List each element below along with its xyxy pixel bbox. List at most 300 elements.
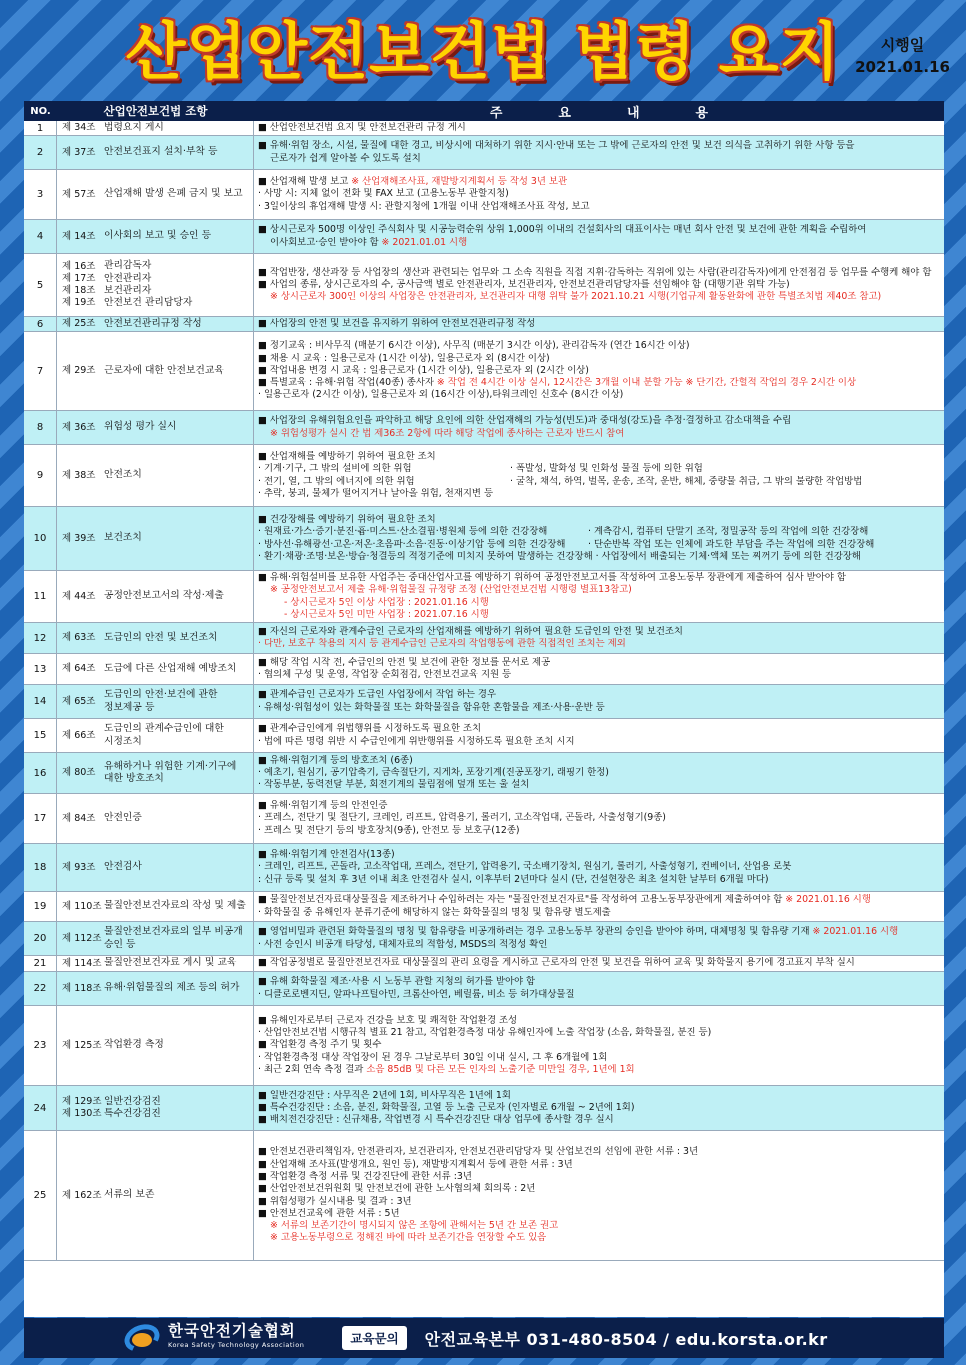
article-number xyxy=(57,844,102,891)
content-text: · 산업안전보건법 시행규칙 별표 21 참고, 작업환경측정 대상 유해인자에 노출 작업장 (소음, 화학물질, 분진 등) xyxy=(258,1027,712,1039)
content-text: ■ 정기교육 : 비사무직 (매분기 6시간 이상), 사무직 (매분기 3시간 이상), 관리감독자 (연간 16시간 이상) xyxy=(258,340,690,352)
content-line: · 굴착, 채석, 하역, 벌목, 운송, 조작, 운반, 해체, 중량물 취급, 그 밖의 불량한 작업방법 xyxy=(510,475,863,487)
article-title-line: 승인 등 xyxy=(104,938,136,950)
article-title xyxy=(102,1131,254,1260)
article-number xyxy=(57,892,102,921)
article-title-line: 도급인의 관계수급인에 대한 xyxy=(104,723,224,735)
article-label: 제 14조 xyxy=(62,230,96,242)
content-line xyxy=(258,1159,940,1171)
content-line xyxy=(258,939,940,951)
content-text: · 추락, 붕괴, 물체가 떨어지거나 날아올 위험, 천재지변 등 xyxy=(258,487,493,499)
article-label: 제 84조 xyxy=(62,812,96,824)
content-line xyxy=(258,800,940,812)
content-text: ■ 유해·위험기계 등의 안전인증 xyxy=(258,800,388,812)
row-number: 19 xyxy=(24,892,57,921)
table-row xyxy=(24,1086,944,1131)
main-content xyxy=(254,332,944,410)
content-line xyxy=(258,365,940,377)
main-content xyxy=(254,623,944,653)
article-title xyxy=(102,623,254,653)
table-row xyxy=(24,220,944,254)
contact-info: 안전교육본부 031-480-8504 / edu.korsta.or.kr xyxy=(424,1329,828,1349)
article-title xyxy=(102,571,254,622)
article-title xyxy=(102,136,254,169)
article-title-line: 안전보건관리규정 작성 xyxy=(104,317,202,329)
table-row xyxy=(24,1006,944,1086)
content-text: ■ 영업비밀과 관련된 화학물질의 명칭 및 함유량을 비공개하려는 경우 고용노동부 장관의 승인을 받아야 하며, 대체명칭 및 함유량 기재 xyxy=(258,926,810,938)
article-title xyxy=(102,332,254,410)
content-note: ※ 2021.01.01 시행 xyxy=(381,236,468,248)
content-line xyxy=(258,584,940,596)
content-note: ※ 상시근로자 300인 이상의 사업장은 안전관리자, 보건관리자 대행 위탁 불가 2021.10.21 시행(기업규제 활동완화에 관한 특별조치법 제40조 참고) xyxy=(270,291,882,303)
content-line xyxy=(258,1090,940,1102)
article-title-line: 일반건강검진 xyxy=(104,1095,161,1107)
article-number xyxy=(57,1006,102,1085)
content-line xyxy=(258,894,940,906)
content-line: · 원재료·가스·증기·분진·흄·미스트·산소결핍·병원체 등에 의한 건강장해 xyxy=(258,526,548,538)
main-content xyxy=(254,972,944,1005)
content-line xyxy=(258,377,940,389)
table-row xyxy=(24,956,944,972)
article-label: 제 114조 xyxy=(62,957,102,969)
article-title xyxy=(102,753,254,793)
article-label: 제 125조 xyxy=(62,1039,102,1051)
article-title xyxy=(102,972,254,1005)
article-label: 제 36조 xyxy=(62,421,96,433)
content-line: · 방사선·유해광선·고온·저온·초음파·소음·진동·이상기압 등에 의한 건강장해 xyxy=(258,538,566,550)
content-line xyxy=(258,1039,940,1051)
article-number xyxy=(57,794,102,843)
content-text: ■ 채용 시 교육 : 일용근로자 (1시간 이상), 일용근로자 외 (8시간 이상) xyxy=(258,352,550,364)
table-row xyxy=(24,411,944,445)
content-line: · 기계·기구, 그 밖의 설비에 의한 위험 xyxy=(258,463,412,475)
article-title-line: 안전관리자 xyxy=(104,272,152,284)
row-number: 21 xyxy=(24,956,57,971)
content-note: ※ 서류의 보존기간이 명시되지 않은 조항에 관해서는 5년 간 보존 권고 xyxy=(270,1220,559,1232)
article-label: 제 63조 xyxy=(62,632,96,643)
row-number: 14 xyxy=(24,685,57,718)
content-line-pair xyxy=(258,476,940,488)
table-row xyxy=(24,507,944,571)
article-title xyxy=(102,254,254,316)
content-text: · 크레인, 리프트, 곤돌라, 고소작업대, 프레스, 전단기, 압력용기, 국소배기장치, 원심기, 롤러기, 사출성형기, 컨베이너, 산업용 로봇 xyxy=(258,861,792,873)
effective-date xyxy=(855,34,950,78)
table-row xyxy=(24,1131,944,1261)
content-text: ■ 유해인자로부터 근로자 건강을 보호 및 쾌적한 작업환경 조성 xyxy=(258,1014,518,1026)
content-line xyxy=(258,267,940,279)
content-line-pair xyxy=(258,463,940,475)
content-text: ■ 산업재해를 예방하기 위하여 필요한 조치 xyxy=(258,450,436,462)
content-text: ■ 안전보건관리책임자, 안전관리자, 보건관리자, 안전보건관리담당자 및 산업보건의 선임에 관한 서류 : 3년 xyxy=(258,1146,699,1158)
article-label: 제 65조 xyxy=(62,695,96,707)
row-number: 12 xyxy=(24,623,57,653)
content-text: ■ 산업안전보건법 요지 및 안전보건관리 규정 게시 xyxy=(258,122,466,133)
content-line xyxy=(258,1027,940,1039)
content-line xyxy=(258,415,940,427)
content-line xyxy=(258,1015,940,1027)
content-line-pair xyxy=(258,539,940,551)
article-number xyxy=(57,1131,102,1260)
row-number: 5 xyxy=(24,254,57,316)
effective-label: 시행일 xyxy=(880,36,925,54)
article-label: 제 29조 xyxy=(62,365,96,376)
article-title xyxy=(102,794,254,843)
article-label: 제 162조 xyxy=(62,1189,102,1201)
article-number xyxy=(57,719,102,752)
table-row xyxy=(24,794,944,844)
content-line xyxy=(258,140,940,152)
main-content xyxy=(254,571,944,622)
table-body xyxy=(24,121,944,1261)
article-label: 제 16조 xyxy=(62,261,96,272)
table-row xyxy=(24,623,944,654)
content-line xyxy=(258,849,940,861)
article-title-line: 관리감독자 xyxy=(104,260,152,272)
article-title-line: 법령요지 게시 xyxy=(104,121,164,133)
content-line xyxy=(258,318,940,330)
content-text: · 디클로로벤지딘, 알파나프틸아민, 크롬산아연, 베릴륨, 비소 등 허가대상물질 xyxy=(258,988,575,1000)
content-line xyxy=(258,767,940,779)
content-note: ※ 작업 전 4시간 이상 실시, 12시간은 3개월 이내 분할 가능 ※ 단기간, 간헐적 작업의 경우 2시간 이상 xyxy=(436,377,857,389)
main-content xyxy=(254,1131,944,1260)
content-text: ■ 관계수급인 근로자가 도급인 사업장에서 작업 하는 경우 xyxy=(258,689,497,701)
header-main: 주요내용 xyxy=(489,105,765,121)
content-text: · 프레스, 전단기 및 절단기, 크레인, 리프트, 압력용기, 롤러기, 고소작업대, 곤돌라, 사출성형기(9종) xyxy=(258,812,666,824)
article-number xyxy=(57,220,102,253)
article-label: 제 110조 xyxy=(62,900,102,912)
article-title xyxy=(102,507,254,570)
content-line xyxy=(258,1232,940,1244)
content-line xyxy=(258,353,940,365)
footer xyxy=(24,1318,944,1358)
content-text: · 프레스 및 전단기 등의 방호장치(9종), 안전모 등 보호구(12종) xyxy=(258,824,520,836)
article-label: 제 37조 xyxy=(62,146,96,158)
article-title xyxy=(102,121,254,135)
content-line xyxy=(258,176,940,188)
article-title-line: 도급인의 안전·보건에 관한 xyxy=(104,689,218,701)
content-note: ※ 위험성평가 실시 간 법 제36조 2항에 따라 해당 작업에 종사하는 근로자 반드시 참여 xyxy=(270,427,625,439)
row-number: 6 xyxy=(24,317,57,331)
article-label: 제 93조 xyxy=(62,861,96,873)
content-text: · 일용근로자 (2시간 이상), 일용근로자 외 (16시간 이상),타워크레인 신호수 (8시간 이상) xyxy=(258,389,624,401)
content-line xyxy=(258,1146,940,1158)
content-line xyxy=(258,861,940,873)
article-title xyxy=(102,719,254,752)
article-label: 제 57조 xyxy=(62,188,96,200)
content-text: ■ 해당 작업 시작 전, 수급인의 안전 및 보건에 관한 정보를 문서로 제공 xyxy=(258,656,551,668)
article-title-line: 안전검사 xyxy=(104,861,142,873)
main-content xyxy=(254,719,944,752)
content-line xyxy=(258,340,940,352)
table-row xyxy=(24,136,944,170)
row-number: 24 xyxy=(24,1086,57,1130)
content-line xyxy=(258,957,940,969)
article-number xyxy=(57,685,102,718)
article-title-line: 대한 방호조치 xyxy=(104,773,164,784)
article-number xyxy=(57,411,102,444)
article-number xyxy=(57,170,102,219)
article-title-line: 물질안전보건자료의 작성 및 제출 xyxy=(104,900,246,912)
article-title xyxy=(102,922,254,955)
content-text: · 작동부분, 동력전달 부분, 회전기계의 물림점에 덮개 또는 울 설치 xyxy=(258,779,530,791)
article-label: 제 25조 xyxy=(62,318,96,329)
article-title-line: 안전인증 xyxy=(104,812,142,824)
content-note: · 다만, 보호구 착용의 지시 등 관계수급인 근로자의 작업행동에 관한 직접적인 조치는 제외 xyxy=(258,638,626,649)
title-area xyxy=(0,0,966,96)
article-title-line: 위험성 평가 실시 xyxy=(104,421,177,433)
table-header xyxy=(24,101,944,121)
content-text: ■ 상시근로자 500명 이상인 주식회사 및 시공능력순위 상위 1,000위 이내의 건설회사의 대표이사는 매년 회사 안전 및 보건에 관한 계획을 수립하여 xyxy=(258,224,867,236)
main-content xyxy=(254,1086,944,1130)
association-name-ko: 한국안전기술협회 xyxy=(168,1322,296,1340)
content-line xyxy=(258,669,940,681)
content-line xyxy=(258,597,940,609)
main-content xyxy=(254,121,944,135)
main-content xyxy=(254,753,944,793)
content-text: ■ 안전보건교육에 관한 서류 : 5년 xyxy=(258,1207,400,1219)
content-line xyxy=(258,1064,940,1076)
content-text: ■ 관계수급인에게 위법행위를 시정하도록 필요한 조치 xyxy=(258,723,481,735)
content-text: · 최근 2회 연속 측정 결과 xyxy=(258,1063,364,1075)
article-title xyxy=(102,411,254,444)
article-title xyxy=(102,844,254,891)
content-line xyxy=(258,1220,940,1232)
content-text: ■ 물질안전보건자료대상물질을 제조하거나 수입하려는 자는 "물질안전보건자료"를 작성하여 고용노동부장관에게 제출하여야 함 xyxy=(258,894,783,906)
table-row xyxy=(24,753,944,794)
main-content xyxy=(254,794,944,843)
content-text: · 협의체 구성 및 운영, 작업장 순회점검, 안전보건교육 지원 등 xyxy=(258,669,512,680)
content-line xyxy=(258,224,940,236)
article-title xyxy=(102,654,254,684)
article-number xyxy=(57,121,102,135)
table-row xyxy=(24,445,944,507)
content-text: ■ 작업반장, 생산과장 등 사업장의 생산과 관련되는 업무와 그 소속 직원을 직접 지휘·감독하는 직위에 있는 사람(관리감독자)에게 안전점검 등 업무를 수행케 해야 함 xyxy=(258,266,932,278)
main-content xyxy=(254,411,944,444)
article-number xyxy=(57,753,102,793)
article-title-line: 안전조치 xyxy=(104,469,142,481)
content-text: ■ 건강장해를 예방하기 위하여 필요한 조치 xyxy=(258,513,436,525)
content-text: ■ 배치전건강진단 : 신규채용, 작업변경 시 특수건강진단 대상 업무에 종사할 경우 실시 xyxy=(258,1114,614,1126)
content-line xyxy=(258,702,940,714)
content-text: ■ 산업재해 발생 보고 xyxy=(258,176,349,188)
content-line xyxy=(258,514,940,526)
article-title-line: 이사회의 보고 및 승인 등 xyxy=(104,230,212,242)
content-note: - 상시근로자 5인 미만 사업장 : 2021.07.16 시행 xyxy=(284,608,489,620)
content-line xyxy=(258,723,940,735)
content-text: ■ 유해 화학물질 제조·사용 시 노동부 관할 지청의 허가를 받아야 함 xyxy=(258,976,536,988)
content-line xyxy=(258,779,940,791)
content-line xyxy=(258,1102,940,1114)
content-line xyxy=(258,1196,940,1208)
table-row xyxy=(24,719,944,753)
main-content xyxy=(254,136,944,169)
content-text: ■ 작업공정별로 물질안전보건자료 대상물질의 관리 요령을 게시하고 근로자의 안전 및 보건을 위하여 교육 및 화학물지 용기에 경고표지 부착 실시 xyxy=(258,957,855,969)
content-line xyxy=(258,428,940,440)
content-line xyxy=(258,188,940,200)
article-number xyxy=(57,254,102,316)
content-line: · 전기, 열, 그 밖의 에너지에 의한 위험 xyxy=(258,475,415,487)
content-line xyxy=(258,976,940,988)
content-text: ■ 일반건강진단 : 사무직은 2년에 1회, 비사무직은 1년에 1회 xyxy=(258,1089,511,1101)
header-no: NO. xyxy=(30,105,51,117)
article-title xyxy=(102,445,254,506)
content-line xyxy=(258,1208,940,1220)
main-content xyxy=(254,892,944,921)
article-title xyxy=(102,892,254,921)
table-row xyxy=(24,922,944,956)
content-line xyxy=(258,572,940,584)
content-text: · 사망 시: 지체 없이 전화 및 FAX 보고 (고용노동부 관할지청) xyxy=(258,188,509,200)
article-number xyxy=(57,922,102,955)
content-text: ■ 작업내용 변경 시 교육 : 일용근로자 (1시간 이상), 일용근로자 외 (2시간 이상) xyxy=(258,364,589,376)
content-note: ※ 고용노동부령으로 정해진 바에 따라 보존기간을 연장할 수도 있음 xyxy=(270,1232,547,1244)
content-line xyxy=(258,609,940,621)
content-line xyxy=(258,989,940,1001)
article-label: 제 129조 xyxy=(62,1096,102,1107)
content-line xyxy=(258,1052,940,1064)
content-text: · 예초기, 원심기, 공기압축기, 금속절단기, 지게차, 포장기계(진공포장기, 래핑기 한정) xyxy=(258,766,609,778)
article-title-line: 도급에 다른 산업재해 예방조치 xyxy=(104,662,237,674)
content-line xyxy=(258,201,940,213)
table-row xyxy=(24,317,944,332)
article-title xyxy=(102,220,254,253)
content-note: - 상시근로자 5인 이상 사업장 : 2021.01.16 시행 xyxy=(284,596,489,608)
article-label: 제 112조 xyxy=(62,932,102,944)
main-content xyxy=(254,507,944,570)
page-title: 산업안전보건법 법령 요지 xyxy=(125,15,841,88)
content-text: ■ 특수건강진단 : 소음, 분진, 화학물질, 고열 등 노출 근로자 (인자별로 6개월 ~ 2년에 1회) xyxy=(258,1101,635,1113)
content-line xyxy=(258,812,940,824)
content-text: · 사전 승인시 비공개 타당성, 대체자료의 적합성, MSDS의 적정성 확인 xyxy=(258,938,548,950)
article-number xyxy=(57,623,102,653)
main-content xyxy=(254,220,944,253)
association-name-en: Korea Safety Technology Association xyxy=(168,1341,305,1349)
content-text: ■ 유해·위험 장소, 시설, 물질에 대한 경고, 비상시에 대처하기 위한 지시·안내 또는 그 밖에 근로자의 안전 및 보건 의식을 고취하기 위한 사항 등을 xyxy=(258,140,855,152)
content-line xyxy=(258,689,940,701)
header-law: 산업안전보건법 조항 xyxy=(103,104,208,118)
effective-value: 2021.01.16 xyxy=(855,58,950,76)
content-line: · 폭발성, 발화성 및 인화성 물질 등에 의한 위험 xyxy=(510,463,703,475)
article-title-line: 도급인의 안전 및 보건조치 xyxy=(104,631,218,643)
main-content xyxy=(254,445,944,506)
table-row xyxy=(24,892,944,922)
article-number xyxy=(57,972,102,1005)
inquiry-badge: 교육문의 xyxy=(342,1326,406,1350)
article-number xyxy=(57,956,102,971)
content-text: 근로자가 쉽게 알아볼 수 있도록 설치 xyxy=(270,152,421,164)
row-number: 20 xyxy=(24,922,57,955)
row-number: 4 xyxy=(24,220,57,253)
row-number: 10 xyxy=(24,507,57,570)
content-line xyxy=(258,389,940,401)
content-text: · 유해성·위험성이 있는 화학물질 또는 화학물질을 함유한 혼합물을 제조·사용·운반 등 xyxy=(258,701,605,713)
article-title-line: 근로자에 대한 안전보건교육 xyxy=(104,364,224,376)
content-text: ■ 특별교육 : 유해·위험 작업(40종) 종사자 xyxy=(258,377,434,389)
article-title xyxy=(102,1006,254,1085)
content-note: ※ 산업재해조사표, 재발방지계획서 등 작성 3년 보관 xyxy=(351,176,568,188)
content-line xyxy=(258,153,940,165)
content-text: · 작업환경측정 대상 작업장이 된 경우 그날로부터 30일 이내 실시, 그 후 6개월에 1회 xyxy=(258,1051,608,1063)
main-content xyxy=(254,922,944,955)
article-label: 제 19조 xyxy=(62,297,96,308)
content-text: : 신규 등록 및 설치 후 3년 이내 최초 안전검사 실시, 이후부터 2년마다 실시 (단, 건설현장은 최초 설치한 날부터 6개월 마다) xyxy=(258,873,769,885)
content-text: ■ 사업장의 안전 및 보건을 유지하기 위하여 안전보건관리규정 작성 xyxy=(258,318,536,329)
article-title-line: 안전보건 관리담당자 xyxy=(104,297,193,309)
content-text: 이사회보고·승인 받아야 함 xyxy=(270,236,379,248)
content-note: ※ 공정안전보고서 제출 유해·위험물질 규정량 조정 (산업안전보건법 시행령 별표13참고) xyxy=(270,584,632,596)
table-row xyxy=(24,571,944,623)
table-row xyxy=(24,121,944,136)
article-title-line: 작업환경 측정 xyxy=(104,1039,164,1051)
article-label: 제 66조 xyxy=(62,729,96,741)
article-number xyxy=(57,136,102,169)
content-text: ■ 산업재해 조사표(발생개요, 원인 등), 재발방지계획서 등에 관한 서류 : 3년 xyxy=(258,1158,573,1170)
row-number: 15 xyxy=(24,719,57,752)
table-row xyxy=(24,254,944,317)
article-title xyxy=(102,685,254,718)
article-label: 제 44조 xyxy=(62,590,96,602)
content-line xyxy=(258,1114,940,1126)
content-line xyxy=(258,291,940,303)
row-number: 3 xyxy=(24,170,57,219)
content-text: · 3일이상의 휴업재해 발생 시: 관할지청에 1개월 이내 산업재해조사표 작성, 보고 xyxy=(258,200,590,212)
content-line: · 계측감시, 컴퓨터 단말기 조작, 정밀공작 등의 작업에 의한 건강장해 xyxy=(588,526,869,538)
article-title-line: 서류의 보존 xyxy=(104,1189,155,1201)
article-label: 제 80조 xyxy=(62,767,96,778)
table-row xyxy=(24,654,944,685)
article-title-line: 보건관리자 xyxy=(104,285,152,296)
article-title-line: 보건조치 xyxy=(104,532,142,544)
article-label: 제 118조 xyxy=(62,982,102,994)
content-line xyxy=(258,825,940,837)
content-line-pair xyxy=(258,526,940,538)
article-label: 제 38조 xyxy=(62,469,96,481)
row-number: 13 xyxy=(24,654,57,684)
row-number: 25 xyxy=(24,1131,57,1260)
article-number xyxy=(57,507,102,570)
main-content xyxy=(254,685,944,718)
content-text: · 법에 따른 명령 위반 시 수급인에게 위반행위를 시정하도록 필요한 조치 시지 xyxy=(258,735,575,747)
row-number: 8 xyxy=(24,411,57,444)
law-summary-table xyxy=(24,101,944,1317)
content-line xyxy=(258,237,940,249)
content-line xyxy=(258,488,940,500)
content-text: ■ 작업환경 측정 서류 및 건강진단에 관한 서류 :3년 xyxy=(258,1170,472,1182)
article-label: 제 39조 xyxy=(62,532,96,544)
article-title-line: 안전보건표지 설치·부착 등 xyxy=(104,146,218,158)
content-line xyxy=(258,551,940,563)
content-line: · 단순반복 작업 또는 인체에 과도한 부담을 주는 작업에 의한 건강장해 xyxy=(588,538,875,550)
main-content xyxy=(254,254,944,316)
content-line xyxy=(258,755,940,767)
content-text: ■ 산업안전보건위원회 및 안전보건에 관한 노사협의체 회의록 : 2년 xyxy=(258,1183,536,1195)
table-row xyxy=(24,685,944,719)
content-line xyxy=(258,279,940,291)
content-line xyxy=(258,1171,940,1183)
article-label: 제 17조 xyxy=(62,273,96,284)
association-logo-icon xyxy=(124,1325,160,1351)
article-title-line: 특수건강검진 xyxy=(104,1108,161,1119)
content-text: ■ 자신의 근로자와 관계수급인 근로자의 산업재해를 예방하기 위하여 필요한 도급인의 안전 및 보건조치 xyxy=(258,625,683,637)
content-line xyxy=(258,122,940,134)
content-text: · 화학물질 중 유해인자 분류기준에 해당하지 않는 화학물질의 명칭 및 함유량 별도제출 xyxy=(258,906,611,918)
content-text: · 환기·채광·조명·보온·방습·청결등의 적정기준에 미치지 못하여 발생하는 건강장해 · 사업장에서 배출되는 기체·액체 또는 찌꺼기 등에 의한 건강장해 xyxy=(258,550,861,562)
table-row xyxy=(24,972,944,1006)
article-number xyxy=(57,571,102,622)
article-title xyxy=(102,956,254,971)
article-title xyxy=(102,170,254,219)
content-line xyxy=(258,926,940,938)
